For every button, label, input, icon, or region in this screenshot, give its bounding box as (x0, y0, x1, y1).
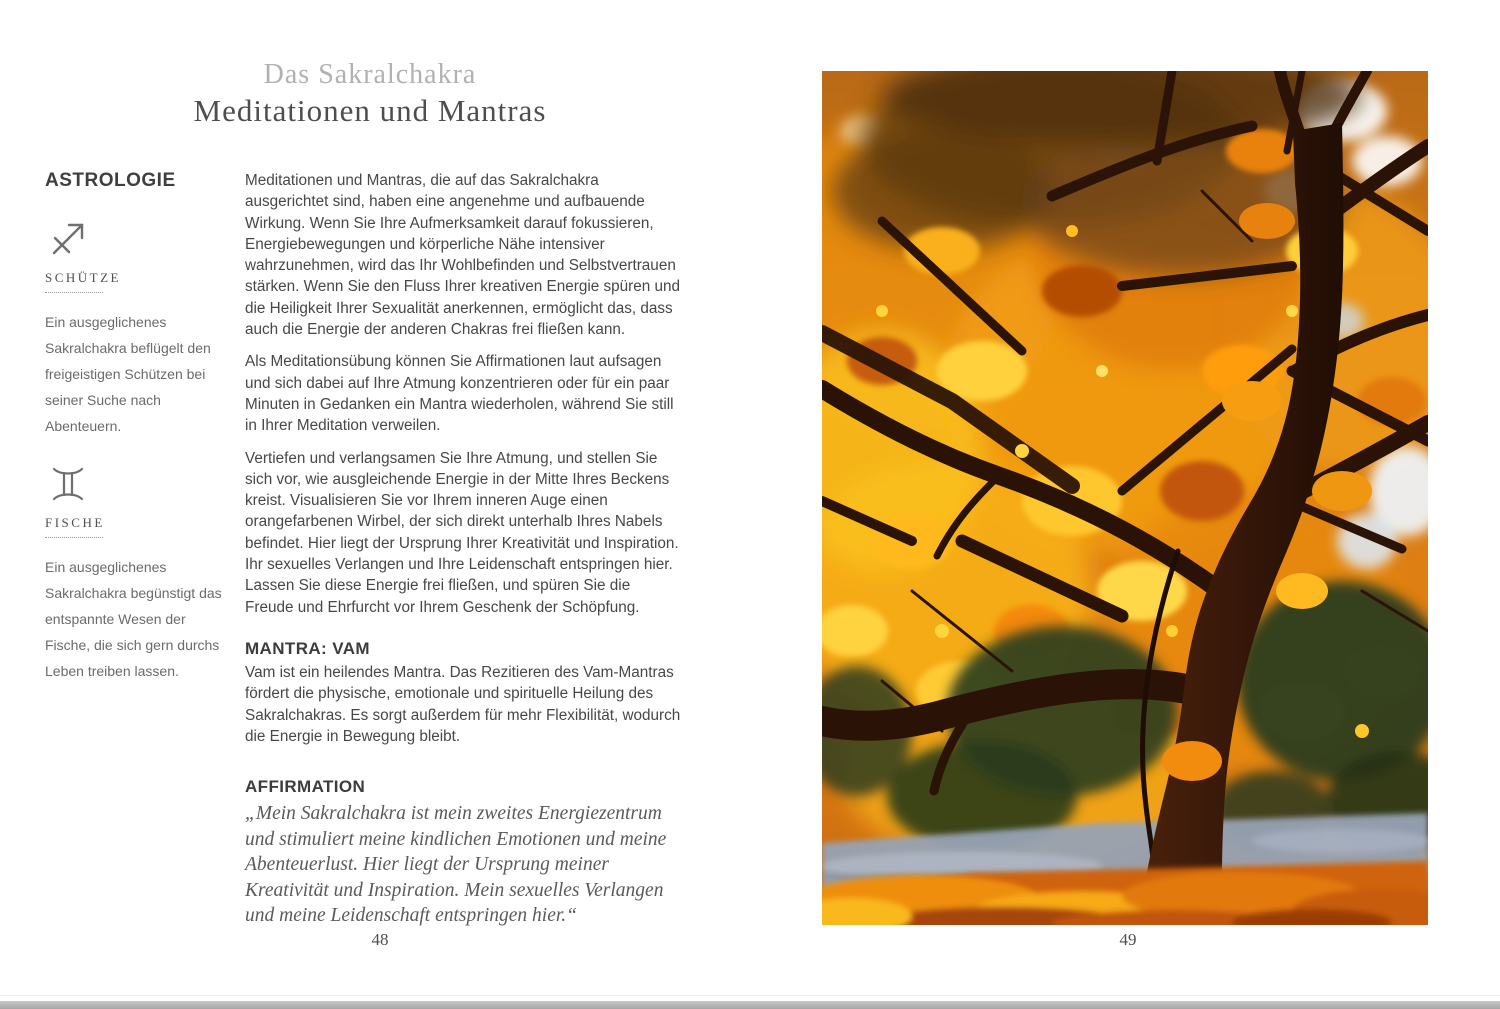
page-edge-highlight (0, 995, 1500, 996)
page-edge-shadow (0, 1001, 1500, 1009)
page-title: Meditationen und Mantras (193, 92, 547, 128)
mantra-heading: MANTRA: VAM (245, 638, 370, 658)
zodiac-entry-fische (45, 461, 231, 684)
autumn-tree-photo (822, 71, 1428, 925)
dotted-rule (45, 537, 103, 538)
page-number-left: 48 (371, 930, 389, 949)
zodiac-text: Ein ausgeglichenes Sakralchakra begünstigt das entspannte Wesen der Fische, die sich gern durchs Leben treiben lassen. (45, 559, 222, 679)
zodiac-text: Ein ausgeglichenes Sakralchakra beflügelt den freigeistigen Schützen bei seiner Suche nach Abenteuern. (45, 314, 211, 434)
body-paragraph: Als Meditationsübung können Sie Affirmationen laut aufsagen und sich dabei auf Ihre Atmung konzentrieren oder für ein paar Minuten in Gedanken ein Mantra wiederholen, während Sie still in Ihrer Meditation verweilen. (245, 353, 674, 435)
autumn-tree-illustration (822, 71, 1428, 925)
pisces-icon (45, 461, 91, 507)
zodiac-label: SCHÜTZE (45, 270, 121, 285)
zodiac-label: FISCHE (45, 515, 105, 530)
body-paragraph: Vertiefen und verlangsamen Sie Ihre Atmung, und stellen Sie sich vor, wie ausgleichende Energie in der Mitte Ihres Beckens kreist. Visualisieren Sie vor Ihrem inneren Auge einen orangefarbenen Wirbel, der sich direkt unterhalb Ihres Nabels befindet. Hier liegt der Ursprung Ihrer Kreativität und Inspiration. Ihr sexuelles Verlangen und Ihre Leidenschaft entspringen hier. Lassen Sie diese Energie frei fließen, und spüren Sie die Freude und Ehrfurcht vor Ihrem Geschenk der Schöpfung. (245, 449, 679, 616)
sagittarius-icon (45, 216, 91, 262)
astrology-sidebar (45, 170, 231, 684)
chapter-title (40, 58, 700, 130)
mantra-paragraph: Vam ist ein heilendes Mantra. Das Rezitieren des Vam-Mantras fördert die physische, emotionale und spirituelle Heilung des Sakralchakras. Es sorgt außerdem für mehr Flexibilität, wodurch die Energie in Bewegung bleibt. (245, 663, 681, 745)
body-text-column (245, 170, 682, 929)
sidebar-heading: ASTROLOGIE (45, 170, 176, 191)
body-paragraph: Meditationen und Mantras, die auf das Sakralchakra ausgerichtet sind, haben eine angenehme und aufbauende Wirkung. Wenn Sie Ihre Aufmerksamkeit darauf fokussieren, Energiebewegungen und körperliche Nähe intensiver wahrzunehmen, wird das Ihr Wohlbefinden und Selbstvertrauen stärken. Wenn Sie den Fluss Ihrer kreativen Energie spüren und die Heiligkeit Ihrer Sexualität anerkennen, ermöglicht das, dass auch die Energie der anderen Chakras frei fließen kann. (245, 172, 681, 339)
page-number-right: 49 (1119, 930, 1137, 949)
chapter-title-kicker: Das Sakralchakra (263, 59, 477, 90)
affirmation-heading: AFFIRMATION (245, 777, 366, 797)
zodiac-entry-schuetze (45, 216, 231, 439)
dotted-rule (45, 292, 103, 293)
affirmation-quote: „Mein Sakralchakra ist mein zweites Energiezentrum und stimuliert meine kindlichen Emotionen und meine Abenteuerlust. Hier liegt der Ursprung meiner Kreativität und Inspiration. Mein sexuelles Verlangen und meine Leidenschaft entspringen hier.“ (245, 803, 667, 927)
